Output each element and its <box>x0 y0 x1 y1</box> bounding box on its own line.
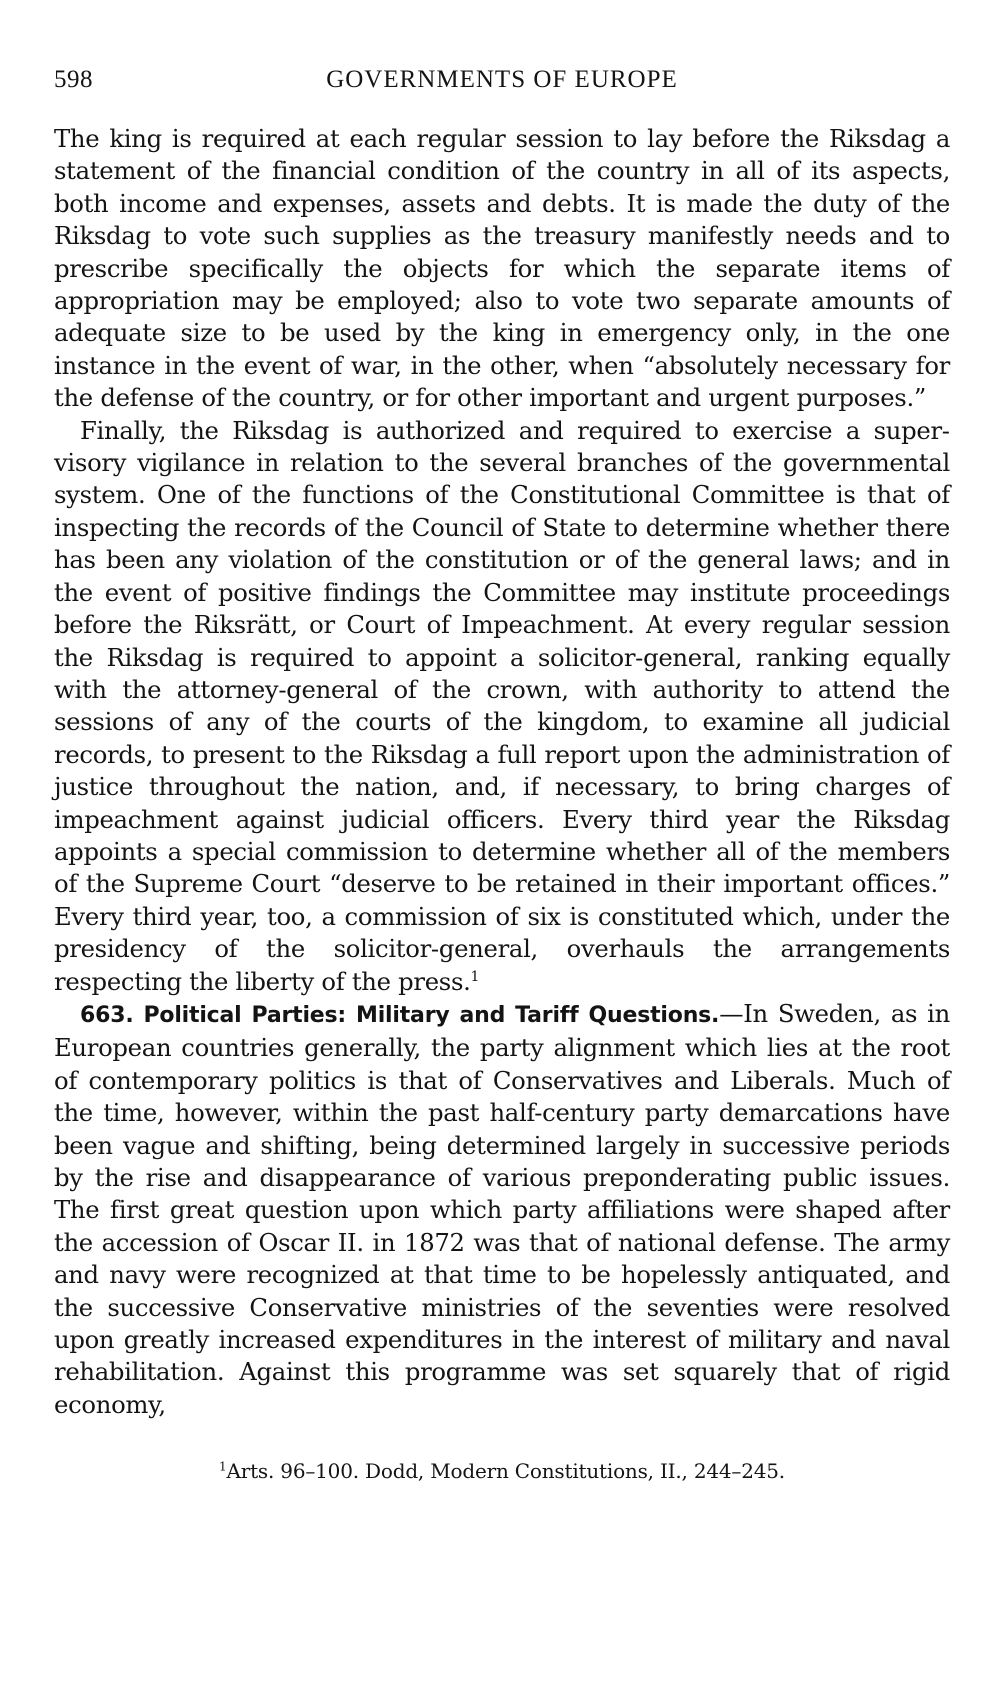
paragraph-supervisory-vigilance-text: Finally, the Riksdag is authorized and required to exercise a supervisory vigilance in relation to the several branches of the governmental system. One of the functions of the Constitutional Committee is that of inspecting the records of the Council of State to determine whether there has been any violation of the constitution or of the general laws; and in the event of positive findings the Committee may institute proceedings before the Riksrätt, or Court of Impeachment. At every regular session the Riksdag is required to appoint a solicitor-general, ranking equally with the attorney-general of the crown, with authority to attend the sessions of any of the courts of the kingdom, to examine all judicial records, to present to the Riksdag a full report upon the administration of justice throughout the nation, and, if necessary, to bring charges of impeachment against judicial officers. Every third year the Riksdag appoints a special commission to determine whether all of the members of the Supreme Court “deserve to be retained in their important offices.” Every third year, too, a commission of six is constituted which, under the presidency of the solicitor-general, overhauls the arrangements respecting the liberty of the press. <box>54 415 950 996</box>
body-text <box>54 123 950 1421</box>
footnote <box>54 1458 950 1484</box>
paragraph-financial-statement: The king is required at each regular session to lay before the Riksdag a statement of the financial condition of the country in all of its aspects, both income and expenses, assets and debts. It is made the duty of the Riksdag to vote such supplies as the treasury manifestly needs and to prescribe specifically the objects for which the separate items of appropriation may be employed; also to vote two separate amounts of adequate size to be used by the king in emergency only, in the one instance in the event of war, in the other, when “absolutely necessary for the defense of the country, or for other important and urgent purposes.” <box>54 124 950 413</box>
page-number: 598 <box>54 66 93 93</box>
footnote-reference: 1 <box>470 968 480 985</box>
section-heading: 663. Political Parties: Military and Tariff Questions. <box>80 1002 720 1028</box>
running-head <box>54 66 950 106</box>
paragraph-political-parties-text: —In Sweden, as in European countries generally, the party alignment which lies at the root of contemporary politics is that of Conservatives and Liberals. Much of the time, however, within the past half-century party demarcations have been vague and shifting, being determined largely in successive periods by the rise and disappearance of various preponderating public issues. The first great question upon which party affiliations were shaped after the accession of Oscar II. in 1872 was that of national defense. The army and navy were recognized at that time to be hopelessly antiquated, and the successive Conservative ministries of the seventies were resolved upon greatly increased expenditures in the interest of military and naval rehabilitation. Against this programme was set squarely that of rigid economy, <box>54 998 950 1419</box>
running-title: GOVERNMENTS OF EUROPE <box>326 66 678 93</box>
paragraph-supervisory-vigilance <box>54 415 950 998</box>
footnote-mark: 1 <box>219 1459 227 1474</box>
footnote-text: Arts. 96–100. Dodd, Modern Constitutions, II., 244–245. <box>226 1459 785 1483</box>
paragraph-political-parties <box>54 998 950 1421</box>
